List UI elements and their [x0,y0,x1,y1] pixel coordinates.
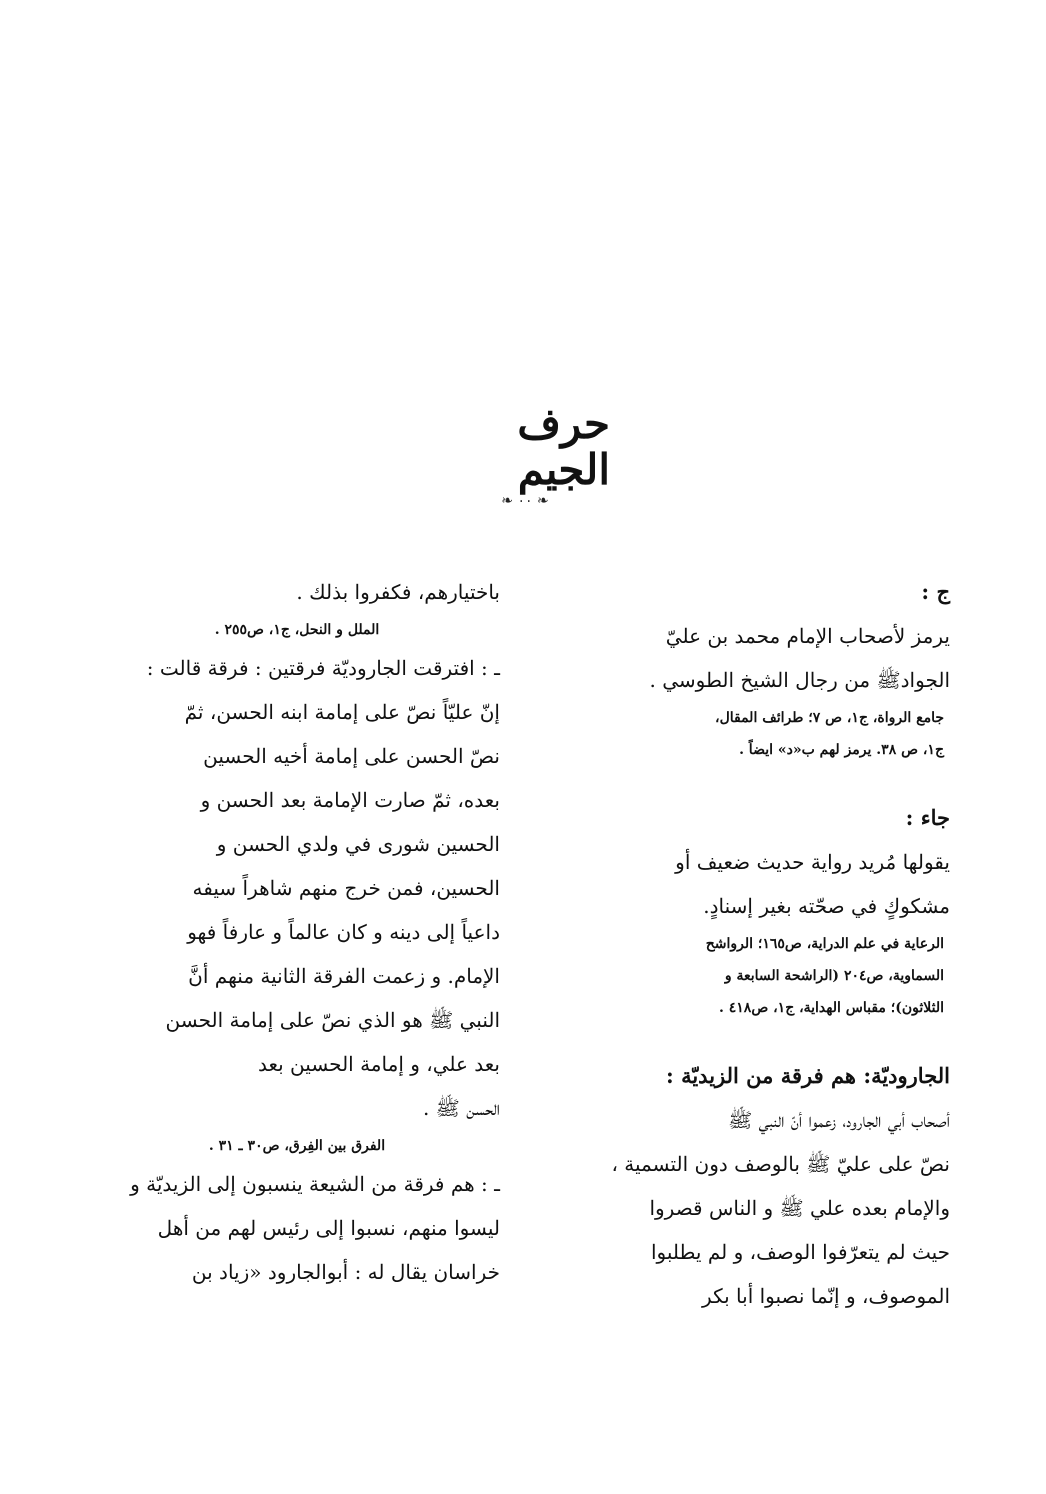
text-line: أصحاب أبي الجارود، زعموا أنّ النبي ﷺ [728,1108,950,1132]
text-line: ليسوا منهم، نسبوا إلى رئيس لهم من أهل [157,1216,500,1240]
text-line: خراسان يقال له : أبوالجارود «زياد بن [191,1260,500,1284]
paragraph-1 [100,570,500,614]
text-line: يقولها مُريد رواية حديث ضعيف أو [675,850,950,874]
text-line: الحسين، فمن خرج منهم شاهراً سيفه [192,876,500,900]
paragraph-2 [100,646,500,1130]
reference-jeem [548,702,950,766]
text-line: الإمام. و زعمت الفرقة الثانية منهم أنَّ [188,964,500,988]
chapter-heading [440,400,610,510]
text-line: حيث لم يتعرّفوا الوصف، و لم يطلبوا [650,1240,950,1264]
reference-farq: الفرق بين الفِرق، ص٣٠ ـ ٣١ . [208,1138,386,1154]
text-line: بعد علي، و إمامة الحسين بعد [257,1052,500,1076]
text-line: باختيارهم، فكفروا بذلك . [296,580,500,604]
reference-milal: الملل و النحل، ج١، ص٢٥٥ . [214,622,380,638]
reference-line: جامع الرواة، ج١، ص ٧؛ طرائف المقال، [715,710,944,726]
text-line: الحسن ﷺ . [422,1096,500,1120]
reference-line: ج١، ص ٣٨. يرمز لهم ب«د» ايضاً . [739,742,944,758]
entry-title-jaa: جاء : [905,805,950,830]
right-column [548,570,950,1318]
entry-title-jeem: ج : [921,579,950,604]
reference-line: الثلاثون)؛ مقباس الهداية، ج١، ص٤١٨ . [719,1000,944,1016]
entry-body-jaa [548,840,950,928]
text-line: مشكوكٍ في صحّته بغير إسنادٍ. [703,894,950,918]
entry-body-jarudiyya [548,1098,950,1318]
text-line: ـ : هم فرقة من الشيعة ينسبون إلى الزيديّة و [130,1172,500,1196]
reference-line: الرعاية في علم الدراية، ص١٦٥؛ الرواشح [705,936,944,952]
ornament-icon: ❧ ۰۰ ❧ [501,493,549,510]
text-line: الحسين شورى في ولدي الحسن و [216,832,500,856]
text-line: الجوادﷺ من رجال الشيخ الطوسي . [649,668,950,692]
text-line: نصّ الحسن على إمامة أخيه الحسين [203,744,500,768]
left-column [100,570,500,1294]
text-line: الموصوف، و إنّما نصبوا أبا بكر [702,1284,950,1308]
reference-jaa [548,928,950,1024]
text-line: داعياً إلى دينه و كان عالماً و عارفاً فهو [187,920,500,944]
entry-title-jarudiyya: الجاروديّة: هم فرقة من الزيديّة : [666,1063,950,1088]
entry-body-jeem [548,614,950,702]
text-line: النبي ﷺ هو الذي نصّ على إمامة الحسن [165,1008,500,1032]
chapter-title: حرف الجيم [517,398,610,494]
text-line: ـ : افترقت الجاروديّة فرقتين : فرقة قالت : [146,656,500,680]
text-line: نصّ على عليّ ﷺ بالوصف دون التسمية ، [611,1152,950,1176]
text-line: بعده، ثمّ صارت الإمامة بعد الحسن و [200,788,500,812]
text-line: إنّ عليّاً نصّ على إمامة ابنه الحسن، ثمّ [184,700,500,724]
text-line: يرمز لأصحاب الإمام محمد بن عليّ [665,624,950,648]
paragraph-3 [100,1162,500,1294]
reference-line: السماوية، ص٢٠٤ (الراشحة السابعة و [724,968,944,984]
text-line: والإمام بعده علي ﷺ و الناس قصروا [649,1196,950,1220]
